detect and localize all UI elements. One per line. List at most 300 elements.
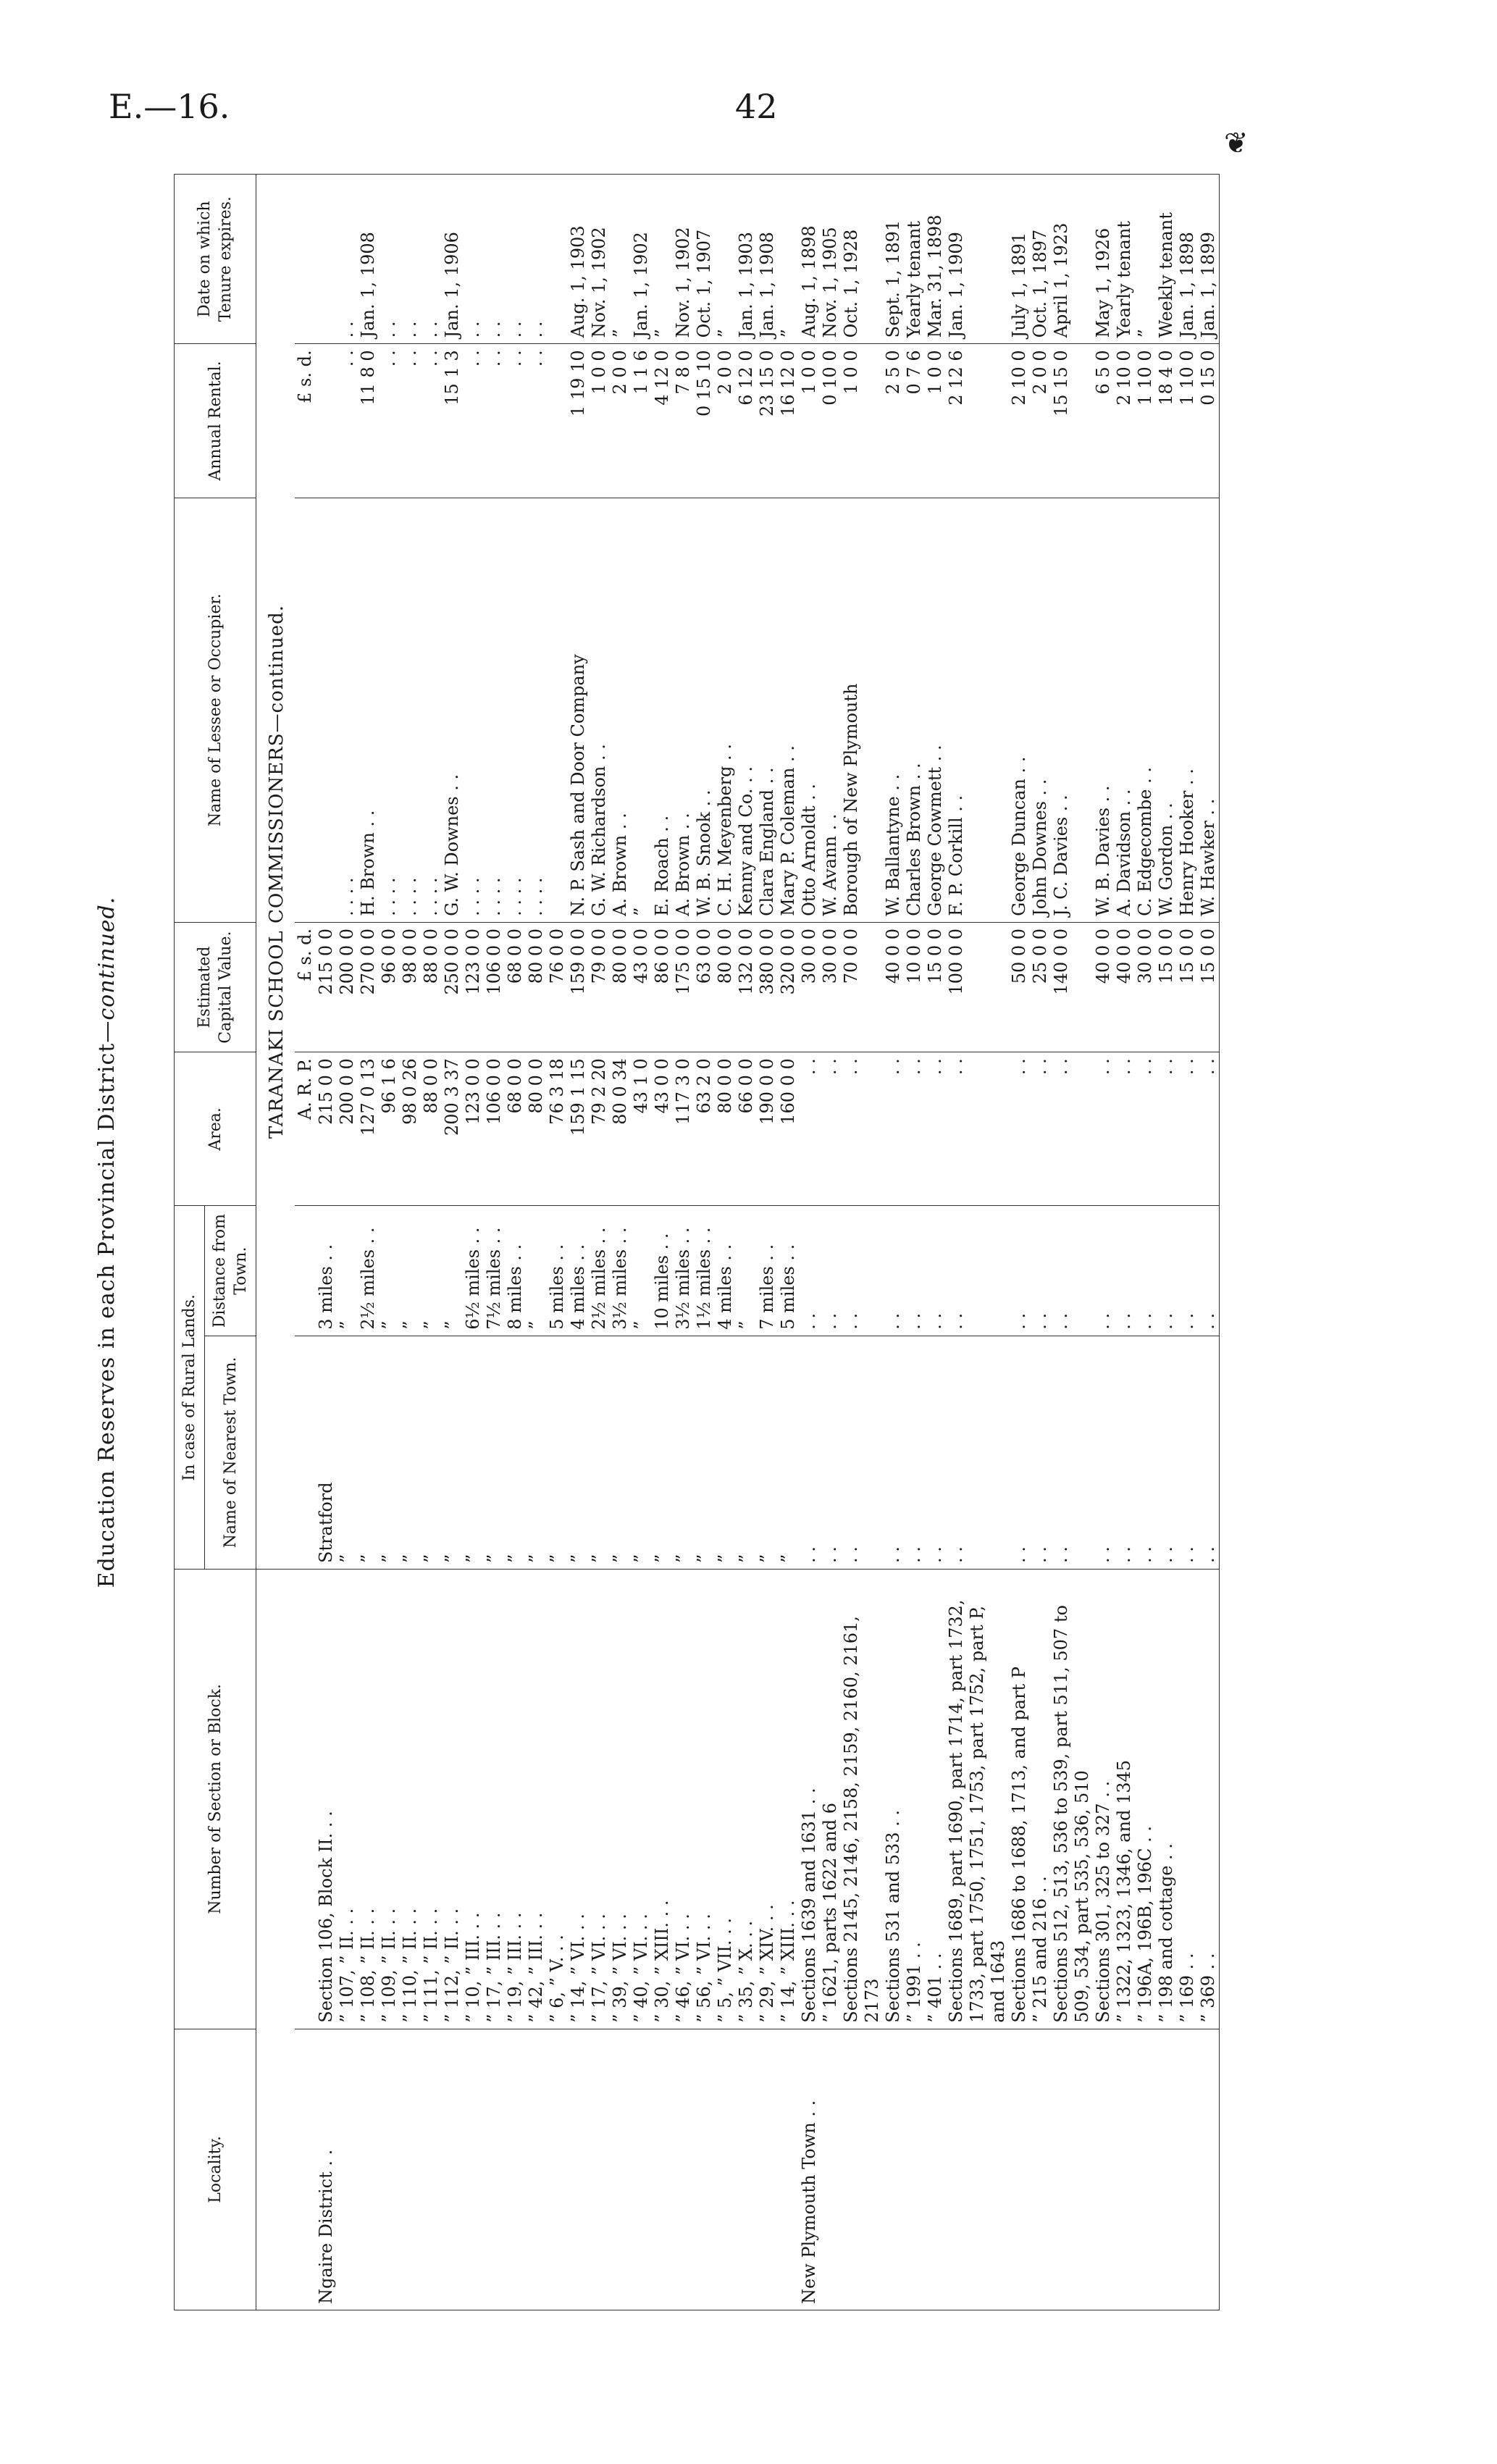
town-cell: . . [841,1336,883,1569]
locality-cell [904,2029,925,2310]
rental-cell: 1 0 0 [841,344,883,498]
distance-cell: ” [337,1206,358,1336]
area-cell: 76 3 18 [547,1052,568,1206]
value-cell: 96 0 0 [379,922,400,1052]
table-row [526,175,547,2310]
section-cell: Sections 1689, part 1690, part 1714, part 1732, 1733, part 1750, 1751, 1753, part 1752, part P, and 1643 [946,1570,1009,2029]
town-cell: ” [421,1336,442,1569]
value-cell: 80 0 0 [526,922,547,1052]
table-row [673,175,694,2310]
area-cell: 159 1 15 [568,1052,589,1206]
lessee-cell: G. W. Downes . . [442,498,463,922]
date-cell: Yearly tenant [1114,175,1135,344]
rental-cell: 2 5 0 [883,344,904,498]
rental-cell: 6 12 0 [736,344,757,498]
distance-cell: . . [1198,1206,1220,1336]
distance-cell: . . [1093,1206,1114,1336]
table-row [316,175,337,2310]
area-cell: 80 0 0 [715,1052,736,1206]
section-cell: ” 39, ” VI. . . [610,1570,631,2029]
distance-cell: 4 miles . . [715,1206,736,1336]
table-row [358,175,379,2310]
distance-cell: 5 miles . . [547,1206,568,1336]
area-cell: . . [1093,1052,1114,1206]
value-cell: 123 0 0 [463,922,484,1052]
table-row [820,175,841,2310]
town-cell: ” [400,1336,421,1569]
locality-cell [1093,2029,1114,2310]
area-cell: 123 0 0 [463,1052,484,1206]
town-cell: ” [715,1336,736,1569]
value-cell: 15 0 0 [1177,922,1198,1052]
date-cell: Oct. 1, 1897 [1030,175,1051,344]
table-row [1135,175,1156,2310]
lessee-cell: W. Gordon . . [1156,498,1177,922]
header-area-label: Area. [206,1107,225,1151]
town-cell: ” [337,1336,358,1569]
value-cell: 10 0 0 [904,922,925,1052]
value-cell: 86 0 0 [652,922,673,1052]
section-cell: ” 46, ” VI. . . [673,1570,694,2029]
value-cell: 76 0 0 [547,922,568,1052]
table-row [1198,175,1220,2310]
area-cell: . . [883,1052,904,1206]
section-cell: ” 215 and 216 . . [1030,1570,1051,2029]
section-cell: ” 14, ” XIII. . . [778,1570,799,2029]
distance-cell: . . [799,1206,820,1336]
area-cell: 106 0 0 [484,1052,505,1206]
rental-cell: 2 12 6 [946,344,1009,498]
distance-cell: . . [1051,1206,1093,1336]
table-row [883,175,904,2310]
section-cell: ” 1991 . . [904,1570,925,2029]
table-row [568,175,589,2310]
lessee-cell: W. Ballantyne . . [883,498,904,922]
town-cell: . . [1093,1336,1114,1569]
table-row [1114,175,1135,2310]
rental-cell: . . [484,344,505,498]
rental-cell: 1 10 0 [1177,344,1198,498]
town-cell: ” [526,1336,547,1569]
section-cell: ” 56, ” VI. . . [694,1570,715,2029]
table-row [904,175,925,2310]
area-cell: 215 0 0 [316,1052,337,1206]
rental-cell [316,344,337,498]
area-cell: . . [1114,1052,1135,1206]
table-row [925,175,946,2310]
locality-cell [568,2029,589,2310]
locality-cell [1156,2029,1177,2310]
distance-cell: ” [526,1206,547,1336]
section-cell: ” 198 and cottage . . [1156,1570,1177,2029]
locality-cell [1114,2029,1135,2310]
rotated-table-area [94,174,1340,2310]
date-cell: Weekly tenant [1156,175,1177,344]
distance-cell: . . [1009,1206,1030,1336]
section-cell: ” 30, ” XIII. . . [652,1570,673,2029]
rental-cell: 2 0 0 [715,344,736,498]
area-cell: 200 3 37 [442,1052,463,1206]
education-reserves-table [174,174,1220,2310]
section-cell: ” 112, ” II. . . [442,1570,463,2029]
distance-cell: ” [442,1206,463,1336]
distance-cell: . . [946,1206,1009,1336]
distance-cell: 10 miles . . [652,1206,673,1336]
lessee-cell: Otto Arnoldt . . [799,498,820,922]
locality-cell [463,2029,484,2310]
lessee-cell: G. W. Richardson . . [589,498,610,922]
section-cell: ” 35, ” X. . . [736,1570,757,2029]
lessee-cell: George Duncan . . [1009,498,1030,922]
town-cell: . . [1177,1336,1198,1569]
value-cell: 25 0 0 [1030,922,1051,1052]
rental-cell: . . [400,344,421,498]
locality-cell [673,2029,694,2310]
rental-cell: 15 1 3 [442,344,463,498]
date-cell: Mar. 31, 1898 [925,175,946,344]
table-row [337,175,358,2310]
date-cell: Yearly tenant [904,175,925,344]
area-cell: 43 0 0 [652,1052,673,1206]
locality-cell [820,2029,841,2310]
rental-cell: 4 12 0 [652,344,673,498]
lessee-cell: Clara England . . [757,498,778,922]
value-cell: 15 0 0 [1198,922,1220,1052]
area-cell: . . [1051,1052,1093,1206]
table-row [484,175,505,2310]
rental-cell: 0 7 6 [904,344,925,498]
lessee-cell: A. Brown . . [610,498,631,922]
area-cell: . . [1156,1052,1177,1206]
table-row [1009,175,1030,2310]
rental-cell: 7 8 0 [673,344,694,498]
date-cell: Nov. 1, 1905 [820,175,841,344]
value-cell: 70 0 0 [841,922,883,1052]
town-cell: ” [589,1336,610,1569]
value-cell: 40 0 0 [1114,922,1135,1052]
locality-cell [1135,2029,1156,2310]
value-cell: 100 0 0 [946,922,1009,1052]
distance-cell: . . [883,1206,904,1336]
table-title-continued: continued. [94,896,119,1021]
section-cell: Sections 531 and 533 . . [883,1570,904,2029]
area-cell: 63 2 0 [694,1052,715,1206]
table-row [1177,175,1198,2310]
value-cell: 106 0 0 [484,922,505,1052]
table-row [547,175,568,2310]
section-cell: ” 42, ” III. . . [526,1570,547,2029]
area-cell: . . [1177,1052,1198,1206]
town-cell: ” [442,1336,463,1569]
table-row [799,175,820,2310]
rental-cell: 11 8 0 [358,344,379,498]
town-cell: ” [757,1336,778,1569]
rental-cell: 15 15 0 [1051,344,1093,498]
date-cell: Sept. 1, 1891 [883,175,904,344]
date-cell: Oct. 1, 1928 [841,175,883,344]
rental-cell: 2 10 0 [1009,344,1030,498]
locality-cell [547,2029,568,2310]
town-cell: ” [379,1336,400,1569]
distance-cell: . . [904,1206,925,1336]
value-cell: 79 0 0 [589,922,610,1052]
table-title-main: Education Reserves in each Provincial District— [94,1020,119,1588]
lessee-cell: . . . . [484,498,505,922]
table-row [841,175,883,2310]
lessee-cell: C. Edgecombe . . [1135,498,1156,922]
lessee-cell: . . . . [526,498,547,922]
area-cell: 80 0 34 [610,1052,631,1206]
section-cell: Section 106, Block II. . . [316,1570,337,2029]
lessee-cell: . . . . [337,498,358,922]
rental-cell: . . [337,344,358,498]
distance-cell: . . [1156,1206,1177,1336]
section-cell: ” 196A, 196B, 196C . . [1135,1570,1156,2029]
value-cell: 132 0 0 [736,922,757,1052]
date-cell: Jan. 1, 1909 [946,175,1009,344]
rental-cell: 1 0 0 [589,344,610,498]
distance-cell: 7 miles . . [757,1206,778,1336]
date-cell [547,175,568,344]
area-cell: . . [820,1052,841,1206]
locality-cell [1030,2029,1051,2310]
town-cell: . . [946,1336,1009,1569]
value-cell: 30 0 0 [799,922,820,1052]
lessee-cell: Kenny and Co. . . [736,498,757,922]
distance-cell: . . [820,1206,841,1336]
town-cell: ” [484,1336,505,1569]
distance-cell: ” [736,1206,757,1336]
date-cell: . . [421,175,442,344]
locality-cell [946,2029,1009,2310]
value-cell: 30 0 0 [1135,922,1156,1052]
locality-cell [526,2029,547,2310]
date-cell: Nov. 1, 1902 [673,175,694,344]
locality-cell [589,2029,610,2310]
table-row [778,175,799,2310]
locality-cell [505,2029,526,2310]
rental-cell: 0 10 0 [820,344,841,498]
town-cell: . . [1135,1336,1156,1569]
value-cell: 68 0 0 [505,922,526,1052]
section-cell: ” 29, ” XIV. . . [757,1570,778,2029]
lessee-cell: W. Avann . . [820,498,841,922]
distance-cell: . . [841,1206,883,1336]
date-cell: . . [526,175,547,344]
locality-cell [883,2029,904,2310]
section-cell: ” 401 . . [925,1570,946,2029]
rental-cell: 2 10 0 [1114,344,1135,498]
section-cell: ” 109, ” II. . . [379,1570,400,2029]
town-cell: ” [736,1336,757,1569]
town-cell: ” [673,1336,694,1569]
lessee-cell: W. Hawker . . [1198,498,1220,922]
rental-cell: 1 10 0 [1135,344,1156,498]
town-cell: . . [1009,1336,1030,1569]
value-cell: 50 0 0 [1009,922,1030,1052]
lessee-cell: F. P. Corkill . . [946,498,1009,922]
section-cell: Sections 301, 325 to 327 . . [1093,1570,1114,2029]
section-cell: ” 6, ” V. . . [547,1570,568,2029]
town-cell: ” [778,1336,799,1569]
area-cell: 79 2 20 [589,1052,610,1206]
town-cell: . . [883,1336,904,1569]
table-title [94,174,145,2310]
distance-cell: . . [1030,1206,1051,1336]
area-cell: . . [1030,1052,1051,1206]
date-cell: ” [610,175,631,344]
rental-cell: 1 0 0 [799,344,820,498]
distance-cell: 2½ miles . . [358,1206,379,1336]
date-cell: ” [778,175,799,344]
table-row [589,175,610,2310]
area-cell: . . [841,1052,883,1206]
section-cell: ” 110, ” II. . . [400,1570,421,2029]
table-row [1156,175,1177,2310]
rental-cell: 1 19 10 [568,344,589,498]
area-cell: . . [904,1052,925,1206]
distance-cell: 5 miles . . [778,1206,799,1336]
section-cell: ” 111, ” II. . . [421,1570,442,2029]
locality-cell [1051,2029,1093,2310]
section-cell: ” 40, ” VI. . . [631,1570,652,2029]
lessee-cell: . . . . [421,498,442,922]
section-cell: ” 14, ” VI. . . [568,1570,589,2029]
area-cell: 127 0 13 [358,1052,379,1206]
lessee-cell: A. Brown . . [673,498,694,922]
rental-cell: 1 0 0 [925,344,946,498]
locality-cell [610,2029,631,2310]
town-cell: ” [505,1336,526,1569]
table-row [610,175,631,2310]
rental-cell: 0 15 0 [1198,344,1220,498]
header-rental: Annual Rental. [175,344,256,498]
area-cell: 190 0 0 [757,1052,778,1206]
table-row [631,175,652,2310]
table-row [505,175,526,2310]
area-cell: 98 0 26 [400,1052,421,1206]
distance-cell: ” [631,1206,652,1336]
rental-cell: . . [505,344,526,498]
section-cell: ” 5, ” VII. . . [715,1570,736,2029]
table-row [421,175,442,2310]
date-cell: Aug. 1, 1898 [799,175,820,344]
rental-cell: 16 12 0 [778,344,799,498]
locality-cell [757,2029,778,2310]
value-cell: 140 0 0 [1051,922,1093,1052]
header-town: Name of Nearest Town. [205,1336,256,1569]
section-cell: ” 107, ” II. . . [337,1570,358,2029]
value-cell: 40 0 0 [1093,922,1114,1052]
distance-cell: . . [1177,1206,1198,1336]
date-cell [316,175,337,344]
value-cell: 215 0 0 [316,922,337,1052]
lessee-cell: . . . . [505,498,526,922]
town-cell: . . [1051,1336,1093,1569]
date-cell: Aug. 1, 1903 [568,175,589,344]
lessee-cell: . . . . [400,498,421,922]
value-cell: 200 0 0 [337,922,358,1052]
area-cell: 200 0 0 [337,1052,358,1206]
rental-cell: . . [463,344,484,498]
table-row [442,175,463,2310]
section-cell: Sections 512, 513, 536 to 539, part 511, 507 to 509, 534, part 535, 536, 510 [1051,1570,1093,2029]
town-cell: ” [694,1336,715,1569]
table-row [652,175,673,2310]
distance-cell: 2½ miles . . [589,1206,610,1336]
table-row [1030,175,1051,2310]
header-value: Estimated Capital Value. [175,922,256,1052]
area-cell: 80 0 0 [526,1052,547,1206]
value-cell: 15 0 0 [1156,922,1177,1052]
lessee-cell: George Cowmett . . [925,498,946,922]
section-cell: ” 17, ” VI. . . [589,1570,610,2029]
date-cell: Jan. 1, 1903 [736,175,757,344]
area-cell: . . [1135,1052,1156,1206]
value-units: £ s. d. [295,922,316,1052]
table-row [400,175,421,2310]
value-cell: 250 0 0 [442,922,463,1052]
printer-ornament-icon: ❦ [1224,127,1249,160]
town-cell: ” [547,1336,568,1569]
date-cell: . . [379,175,400,344]
date-cell: Jan. 1, 1908 [757,175,778,344]
section-cell: Sections 1639 and 1631 . . [799,1570,820,2029]
lessee-cell [547,498,568,922]
distance-cell: 6½ miles . . [463,1206,484,1336]
value-cell: 98 0 0 [400,922,421,1052]
header-section: Number of Section or Block. [175,1570,256,2029]
section-cell: ” 10, ” III. . . [463,1570,484,2029]
lessee-cell: . . . . [463,498,484,922]
area-cell: 117 3 0 [673,1052,694,1206]
table-row [946,175,1009,2310]
value-cell: 80 0 0 [715,922,736,1052]
header-area [175,1052,256,1206]
locality-cell [421,2029,442,2310]
table-row [715,175,736,2310]
rental-units: £ s. d. [295,344,316,498]
rental-cell: 2 0 0 [610,344,631,498]
locality-cell [442,2029,463,2310]
header-rural-lands: In case of Rural Lands. [175,1206,205,1570]
lessee-cell [316,498,337,922]
locality-cell [652,2029,673,2310]
date-cell: April 1, 1923 [1051,175,1093,344]
lessee-cell: Borough of New Plymouth [841,498,883,922]
locality-cell: New Plymouth Town . . [799,2029,820,2310]
area-cell: . . [1009,1052,1030,1206]
rental-cell: 1 1 6 [631,344,652,498]
section-heading: TARANAKI SCHOOL COMMISSIONERS—continued. [256,175,295,1570]
lessee-cell: Mary P. Coleman . . [778,498,799,922]
distance-cell: 3 miles . . [316,1206,337,1336]
distance-cell: 7½ miles . . [484,1206,505,1336]
date-cell: . . [337,175,358,344]
rental-cell [547,344,568,498]
date-cell: Nov. 1, 1902 [589,175,610,344]
value-cell: 270 0 0 [358,922,379,1052]
locality-cell [1177,2029,1198,2310]
lessee-cell: E. Roach . . [652,498,673,922]
lessee-cell: W. B. Snook . . [694,498,715,922]
table-row [1051,175,1093,2310]
area-cell: 43 1 0 [631,1052,652,1206]
lessee-cell: J. C. Davies . . [1051,498,1093,922]
header-distance: Distance from Town. [205,1206,256,1336]
value-cell: 30 0 0 [820,922,841,1052]
town-cell: . . [1114,1336,1135,1569]
